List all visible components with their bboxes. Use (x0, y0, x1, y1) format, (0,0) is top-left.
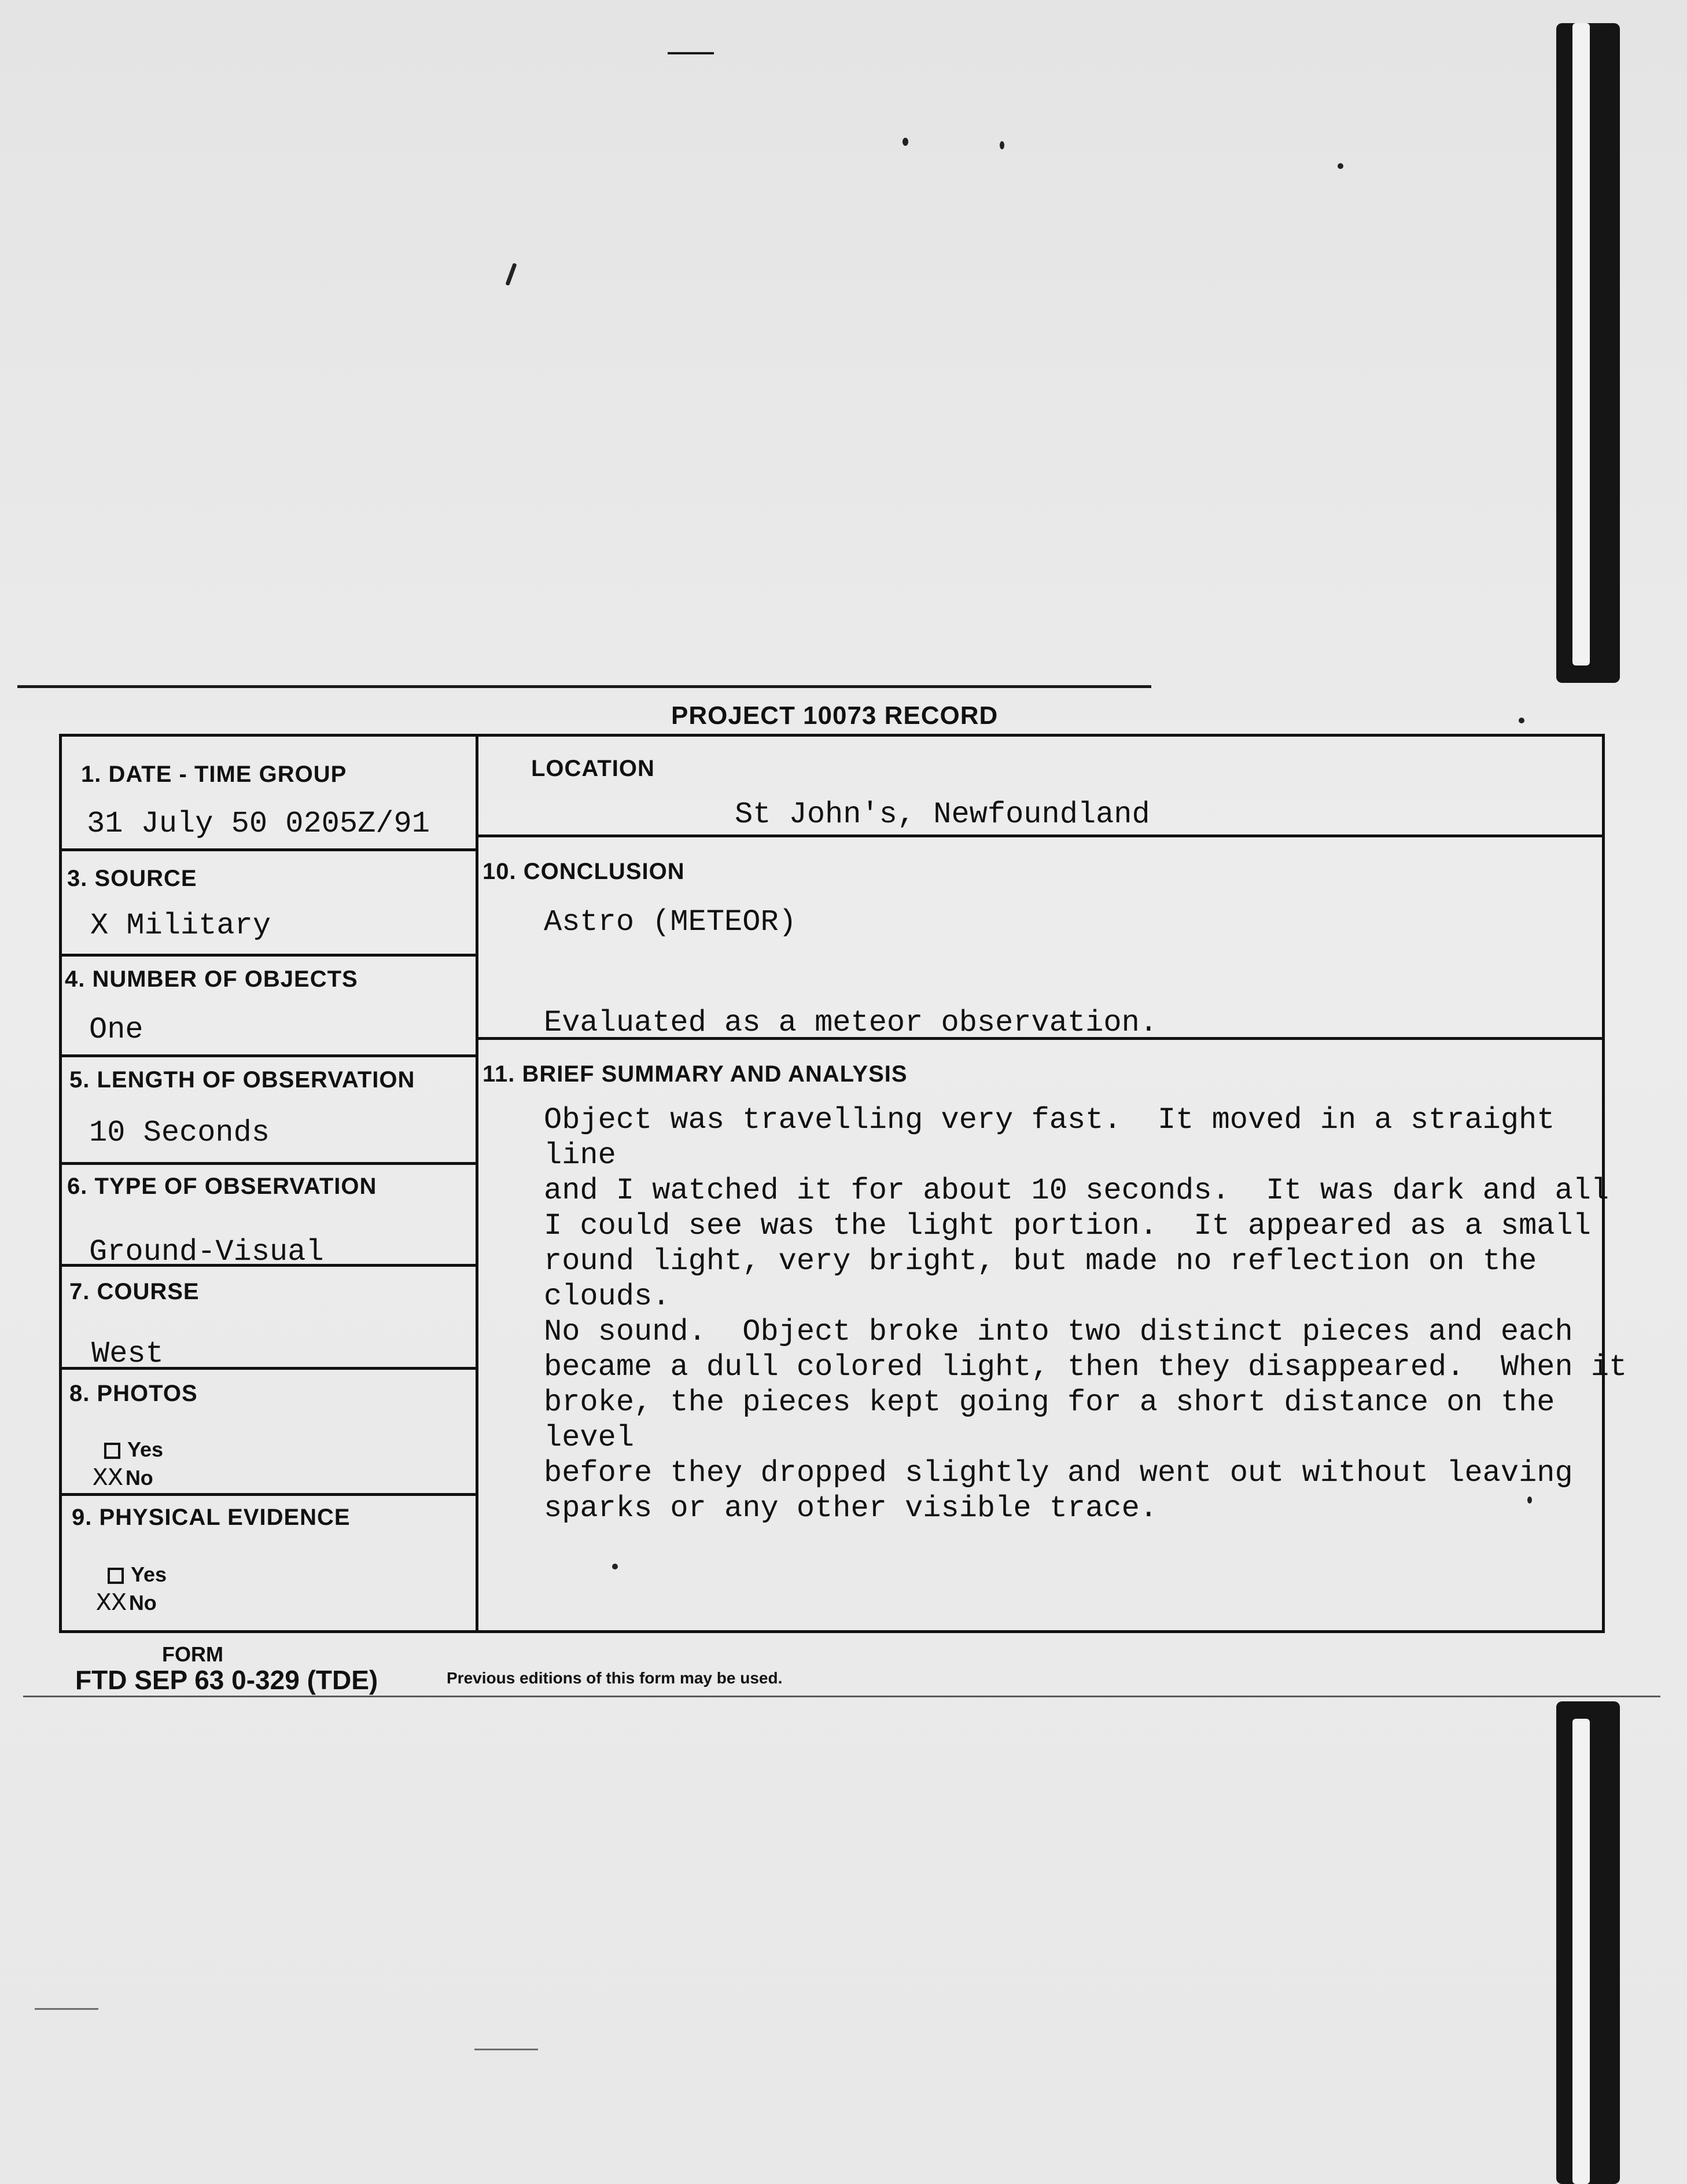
scan-speck (1519, 718, 1524, 723)
length-of-observation-value: 10 Seconds (89, 1116, 270, 1150)
footer-note: Previous editions of this form may be used. (447, 1669, 783, 1687)
course-label: 7. COURSE (69, 1279, 200, 1304)
photos-no-label: No (125, 1466, 153, 1490)
photos-no-option (93, 1464, 153, 1493)
summary-text: Object was travelling very fast. It moved in a straight line and I watched it for about 10 seconds. It was dark and all I could see was the light portion. It appeared as a small round light, very bright, but made no reflection on the clouds. No sound. Object broke into two distinct pieces and each became a dull colored light, then they disappeared. When it broke, the pieces kept going for a short distance on the level before they dropped slightly and went out without leaving sparks or any other visible trace. (544, 1103, 1627, 1525)
location-value: St John's, Newfoundland (735, 797, 1150, 832)
checkbox-empty-icon (104, 1443, 120, 1459)
row-divider (59, 1493, 478, 1496)
evidence-no-label: No (128, 1591, 157, 1615)
conclusion-value: Astro (METEOR) (544, 905, 797, 939)
photos-yes-label: Yes (127, 1437, 164, 1461)
conclusion-label: 10. CONCLUSION (482, 859, 685, 884)
footer-form-word: FORM (162, 1642, 223, 1666)
checkbox-empty-icon (108, 1568, 124, 1584)
scan-speck (1000, 141, 1004, 149)
course-value: West (91, 1337, 164, 1371)
film-edge-top (1556, 23, 1620, 683)
photos-yes-option (104, 1437, 163, 1462)
evidence-yes-option (108, 1562, 167, 1587)
row-divider (59, 848, 478, 851)
footer-form-number: FTD SEP 63 0-329 (TDE) (75, 1665, 378, 1695)
scan-streak (668, 52, 714, 54)
form-title: PROJECT 10073 RECORD (671, 701, 999, 730)
scan-speck (1338, 163, 1343, 169)
location-label: LOCATION (531, 756, 655, 781)
physical-evidence-label: 9. PHYSICAL EVIDENCE (72, 1505, 351, 1530)
x-mark-icon: XX (96, 1589, 127, 1618)
source-value: X Military (90, 909, 271, 943)
row-divider (59, 954, 478, 957)
evidence-no-option (96, 1589, 157, 1618)
film-edge-bottom (1556, 1701, 1620, 2184)
scan-streak (474, 2049, 538, 2050)
row-divider (59, 1162, 478, 1165)
top-rule (17, 685, 1151, 688)
photos-label: 8. PHOTOS (69, 1381, 198, 1406)
source-label: 3. SOURCE (67, 866, 197, 891)
row-divider (59, 1054, 478, 1057)
length-of-observation-label: 5. LENGTH OF OBSERVATION (69, 1067, 415, 1093)
evidence-yes-label: Yes (131, 1562, 167, 1586)
bottom-rule (23, 1696, 1660, 1697)
number-of-objects-value: One (89, 1013, 143, 1047)
scan-speck (903, 138, 908, 146)
x-mark-icon: XX (93, 1464, 123, 1493)
date-time-label: 1. DATE - TIME GROUP (81, 762, 347, 787)
scan-speck (505, 263, 517, 286)
row-divider (476, 834, 1605, 837)
scan-streak (35, 2008, 98, 2010)
column-divider (476, 734, 478, 1633)
number-of-objects-label: 4. NUMBER OF OBJECTS (65, 966, 358, 992)
summary-label: 11. BRIEF SUMMARY AND ANALYSIS (482, 1061, 908, 1087)
type-of-observation-label: 6. TYPE OF OBSERVATION (67, 1174, 377, 1199)
date-time-value: 31 July 50 0205Z/91 (87, 807, 430, 841)
conclusion-note: Evaluated as a meteor observation. (544, 1006, 1158, 1040)
type-of-observation-value: Ground-Visual (89, 1235, 324, 1269)
